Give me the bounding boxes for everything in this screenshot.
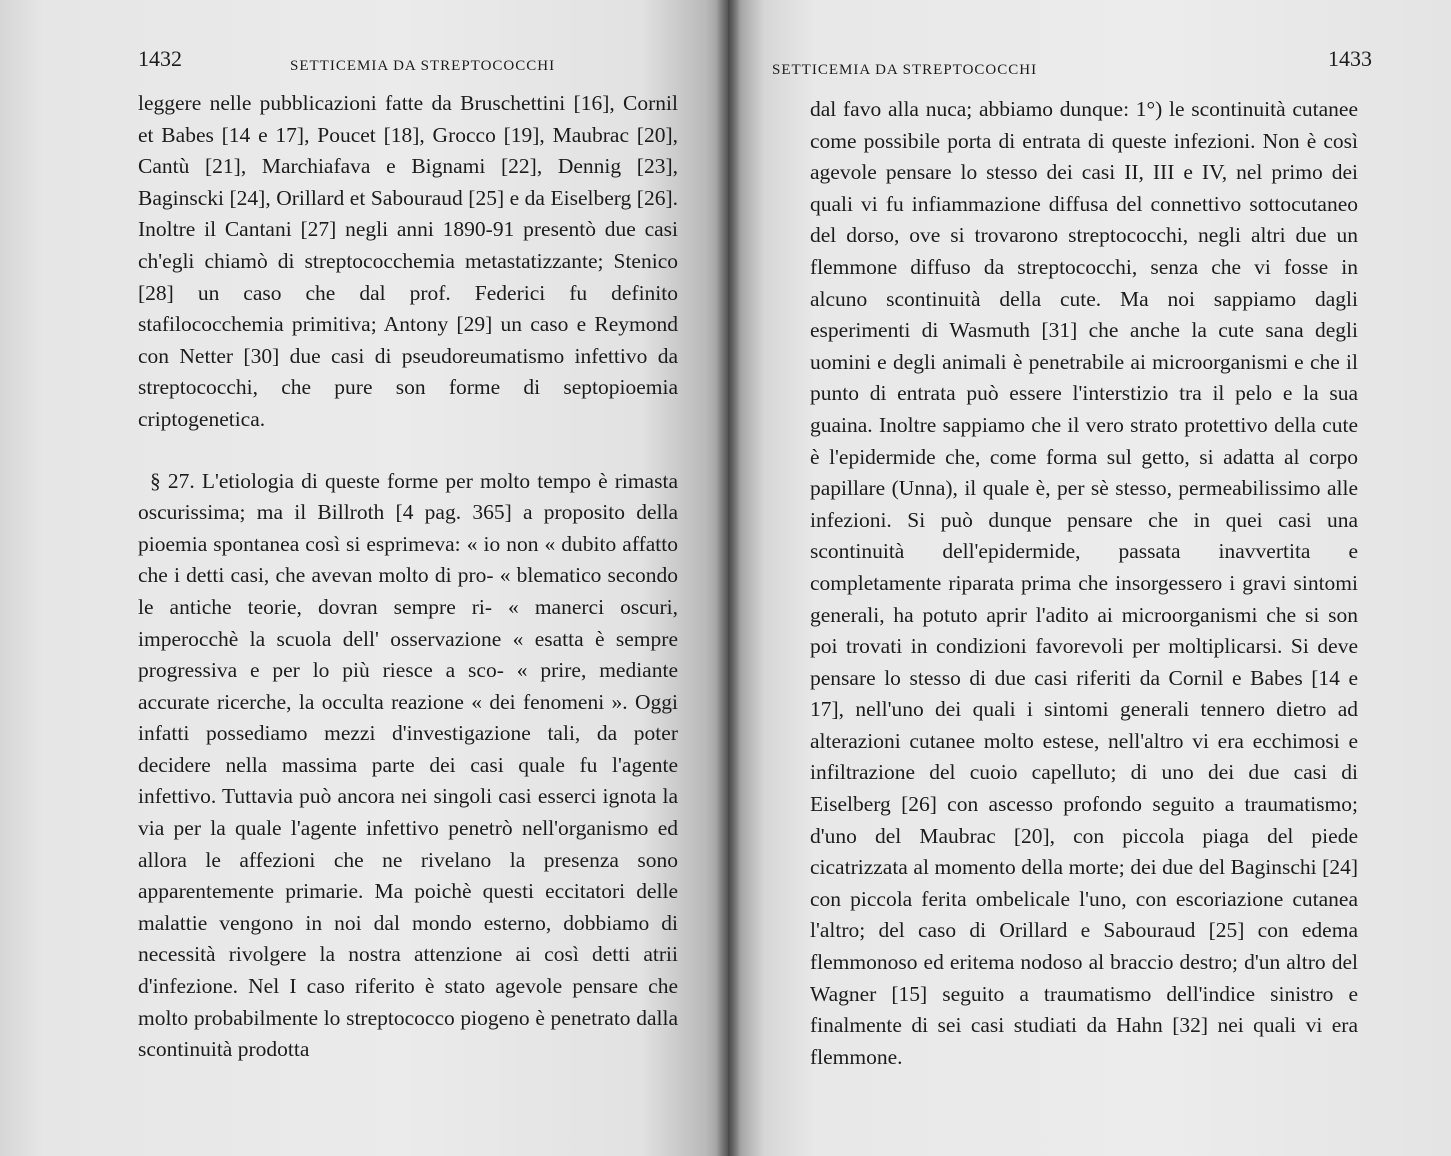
left-paragraph-2: § 27. L'etiologia di queste forme per molto tempo è rimasta oscurissima; ma il Billroth [4 pag. 365] a proposito della pioemia spontanea così si esprimeva: « io non « dubito affatto che i detti casi, che avevan molto di pro- « blematico secondo le antiche teorie, dovran sempre ri- « manerci oscuri, imperocchè la scuola dell' osservazione « esatta è sempre progressiva e per lo più riesce a sco- « prire, mediante accurate ricerche, la occulta reazione « dei fenomeni ». Oggi infatti possediamo mezzi d'investigazione tali, da poter decidere nella massima parte dei casi quale fu l'agente infettivo. Tuttavia può ancora nei singoli casi esserci ignota la via per la quale l'agente infettivo penetrò nell'organismo ed allora le affezioni che ne rivelano la presenza sono apparentemente primarie. Ma poichè questi eccitatori delle malattie vengono in noi dal mondo esterno, dobbiamo di necessità rivolgere la nostra attenzione ai così detti atrii d'infezione. Nel I caso riferito è stato agevole pensare che molto probabilmente lo streptococco piogeno è penetrato dalla scontinuità prodotta xyxy=(138,468,678,1062)
right-paragraph-1: dal favo alla nuca; abbiamo dunque: 1°) le scontinuità cutanee come possibile porta di entrata di queste infezioni. Non è così agevole pensare lo stesso dei casi II, III e IV, nel primo dei quali vi fu infiammazione diffusa del connettivo sottocutaneo del dorso, ove si trovarono streptococchi, negli altri due un flemmone diffuso da streptococchi, senza che vi fosse in alcuno scontinuità della cute. Ma noi sappiamo dagli esperimenti di Wasmuth [31] che anche la cute sana degli uomini e degli animali è penetrabile ai microorganismi e che il punto di entrata può essere l'interstizio tra il pelo e la sua guaina. Inoltre sappiamo che il vero strato protettivo della cute è l'epidermide che, come forma sul getto, si adatta al corpo papillare (Unna), il quale è, per sè stesso, permeabilissimo alle infezioni. Si può dunque pensare che in quei casi una scontinuità dell'epidermide, passata inavvertita e completamente riparata prima che insorgessero i gravi sintomi generali, ha potuto aprir l'adito ai microorganismi che si son poi trovati in condizioni favorevoli per moltiplicarsi. Si deve pensare lo stesso di due casi riferiti da Cornil e Babes [14 e 17], nell'uno dei quali i sintomi generali tennero dietro ad alterazioni cutanee molto estese, nell'altro vi era ecchimosi e infiltrazione del cuoio capelluto; di uno dei due casi di Eiselberg [26] con ascesso profondo seguito a traumatismo; d'uno del Maubrac [20], con piccola piaga del piede cicatrizzata al momento della morte; dei due del Baginschi [24] con piccola ferita ombelicale l'uno, con escoriazione cutanea l'altro; del caso di Orillard e Sabouraud [25] con edema flemmonoso ed eritema nodoso al braccio destro; d'un altro del Wagner [15] seguito a traumatismo dell'indice sinistro e finalmente di sei casi studiati da Hahn [32] nei quali vi era flemmone. xyxy=(810,97,1358,1069)
left-paragraph-1: leggere nelle pubblicazioni fatte da Bruschettini [16], Cornil et Babes [14 e 17], Poucet [18], Grocco [19], Maubrac [20], Cantù [21], Marchiafava e Bignami [22], Dennig [23], Baginscki [24], Orillard et Sabouraud [25] e da Eiselberg [26]. Inoltre il Cantani [27] negli anni 1890-91 presentò due casi ch'egli chiamò di streptococchemia metastatizzante; Stenico [28] un caso che dal prof. Federici fu definito stafilococchemia primitiva; Antony [29] un caso e Reymond con Netter [30] due casi di pseudoreumatismo infettivo da streptococchi, che pure son forme di septopioemia criptogenetica. xyxy=(138,91,678,431)
right-page-number: 1433 xyxy=(1328,46,1372,71)
right-page-body xyxy=(810,94,1358,1073)
right-running-head: SETTICEMIA DA STREPTOCOCCHI xyxy=(772,62,1038,78)
left-page-number: 1432 xyxy=(138,46,182,71)
book-gutter xyxy=(716,0,740,1156)
left-page-body xyxy=(138,88,678,1066)
left-running-head: SETTICEMIA DA STREPTOCOCCHI xyxy=(290,58,556,74)
right-page xyxy=(728,0,1451,1156)
right-page-header xyxy=(772,46,1372,82)
left-page-header xyxy=(138,46,678,82)
